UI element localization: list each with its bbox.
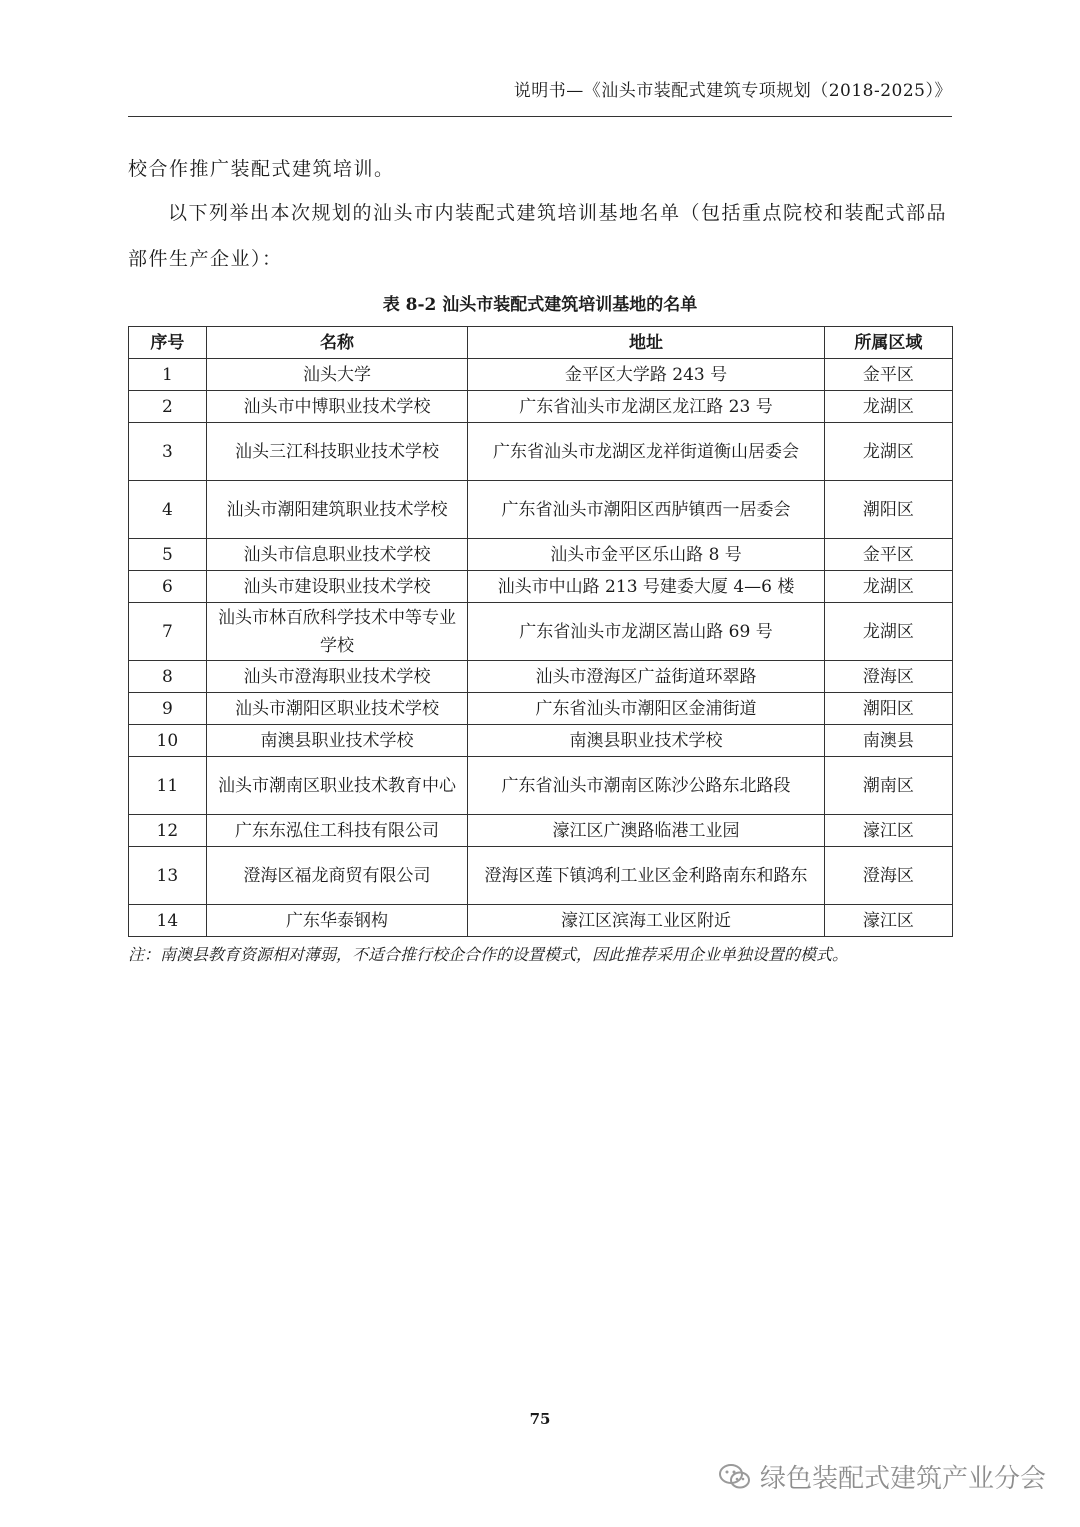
page-number: 75	[529, 1410, 551, 1428]
cell-address: 澄海区莲下镇鸿利工业区金利路南东和路东	[468, 847, 824, 905]
cell-address: 广东省汕头市龙湖区嵩山路 69 号	[468, 603, 824, 661]
cell-name: 汕头市中博职业技术学校	[206, 391, 468, 423]
table-note: 注：南澳县教育资源相对薄弱，不适合推行校企合作的设置模式，因此推荐采用企业单独设置的模式。	[128, 945, 849, 964]
cell-district: 金平区	[824, 539, 952, 571]
table-row	[129, 905, 953, 937]
column-header-district: 所属区域	[824, 327, 952, 359]
cell-index: 6	[129, 571, 207, 603]
cell-district: 潮阳区	[824, 693, 952, 725]
cell-district: 龙湖区	[824, 423, 952, 481]
table-row	[129, 391, 953, 423]
cell-index: 13	[129, 847, 207, 905]
watermark-text: 绿色装配式建筑产业分会	[759, 1464, 1046, 1494]
cell-district: 龙湖区	[824, 571, 952, 603]
cell-address: 广东省汕头市潮阳区西胪镇西一居委会	[468, 481, 824, 539]
cell-index: 2	[129, 391, 207, 423]
cell-address: 广东省汕头市潮阳区金浦街道	[468, 693, 824, 725]
cell-address: 汕头市中山路 213 号建委大厦 4—6 楼	[468, 571, 824, 603]
cell-address: 金平区大学路 243 号	[468, 359, 824, 391]
table-row	[129, 423, 953, 481]
paragraph-2: 以下列举出本次规划的汕头市内装配式建筑培训基地名单（包括重点院校和装配式部品部件生产企业）：	[128, 202, 948, 270]
cell-address: 濠江区广澳路临港工业园	[468, 815, 824, 847]
wechat-icon	[718, 1463, 752, 1491]
cell-name: 汕头市潮阳区职业技术学校	[206, 693, 468, 725]
cell-index: 7	[129, 603, 207, 661]
cell-index: 12	[129, 815, 207, 847]
column-header-index: 序号	[129, 327, 207, 359]
cell-address: 汕头市金平区乐山路 8 号	[468, 539, 824, 571]
table-row	[129, 693, 953, 725]
column-header-name: 名称	[206, 327, 468, 359]
cell-index: 9	[129, 693, 207, 725]
cell-name: 南澳县职业技术学校	[206, 725, 468, 757]
cell-index: 11	[129, 757, 207, 815]
table-row	[129, 481, 953, 539]
cell-name: 广东华泰钢构	[206, 905, 468, 937]
cell-name: 汕头市信息职业技术学校	[206, 539, 468, 571]
cell-address: 广东省汕头市龙湖区龙祥街道衡山居委会	[468, 423, 824, 481]
cell-district: 濠江区	[824, 815, 952, 847]
cell-name: 澄海区福龙商贸有限公司	[206, 847, 468, 905]
cell-district: 濠江区	[824, 905, 952, 937]
cell-address: 濠江区滨海工业区附近	[468, 905, 824, 937]
table-row	[129, 539, 953, 571]
cell-district: 龙湖区	[824, 391, 952, 423]
cell-index: 3	[129, 423, 207, 481]
table-row	[129, 571, 953, 603]
cell-address: 南澳县职业技术学校	[468, 725, 824, 757]
table-row	[129, 847, 953, 905]
cell-district: 潮南区	[824, 757, 952, 815]
paragraph-1: 校合作推广装配式建筑培训。	[128, 158, 395, 180]
cell-address: 广东省汕头市潮南区陈沙公路东北路段	[468, 757, 824, 815]
cell-index: 14	[129, 905, 207, 937]
table-row	[129, 815, 953, 847]
cell-name: 广东东泓住工科技有限公司	[206, 815, 468, 847]
cell-index: 5	[129, 539, 207, 571]
cell-index: 10	[129, 725, 207, 757]
watermark	[718, 1458, 1046, 1495]
cell-address: 广东省汕头市龙湖区龙江路 23 号	[468, 391, 824, 423]
cell-district: 澄海区	[824, 661, 952, 693]
cell-name: 汕头市澄海职业技术学校	[206, 661, 468, 693]
cell-district: 金平区	[824, 359, 952, 391]
cell-index: 1	[129, 359, 207, 391]
cell-name: 汕头市潮南区职业技术教育中心	[206, 757, 468, 815]
cell-index: 8	[129, 661, 207, 693]
header-rule	[128, 116, 952, 117]
cell-district: 潮阳区	[824, 481, 952, 539]
cell-name: 汕头市建设职业技术学校	[206, 571, 468, 603]
cell-name: 汕头市林百欣科学技术中等专业学校	[206, 603, 468, 661]
cell-district: 南澳县	[824, 725, 952, 757]
cell-name: 汕头三江科技职业技术学校	[206, 423, 468, 481]
table-title: 表 8-2 汕头市装配式建筑培训基地的名单	[382, 295, 698, 315]
table-header-row	[129, 327, 953, 359]
page-header: 说明书—《汕头市装配式建筑专项规划（2018-2025）》	[513, 81, 952, 101]
table-row	[129, 757, 953, 815]
cell-district: 澄海区	[824, 847, 952, 905]
table-row	[129, 661, 953, 693]
cell-district: 龙湖区	[824, 603, 952, 661]
table-row	[129, 603, 953, 661]
column-header-address: 地址	[468, 327, 824, 359]
cell-address: 汕头市澄海区广益街道环翠路	[468, 661, 824, 693]
cell-name: 汕头市潮阳建筑职业技术学校	[206, 481, 468, 539]
cell-name: 汕头大学	[206, 359, 468, 391]
table-row	[129, 725, 953, 757]
table-row	[129, 359, 953, 391]
training-base-table	[128, 326, 953, 937]
cell-index: 4	[129, 481, 207, 539]
